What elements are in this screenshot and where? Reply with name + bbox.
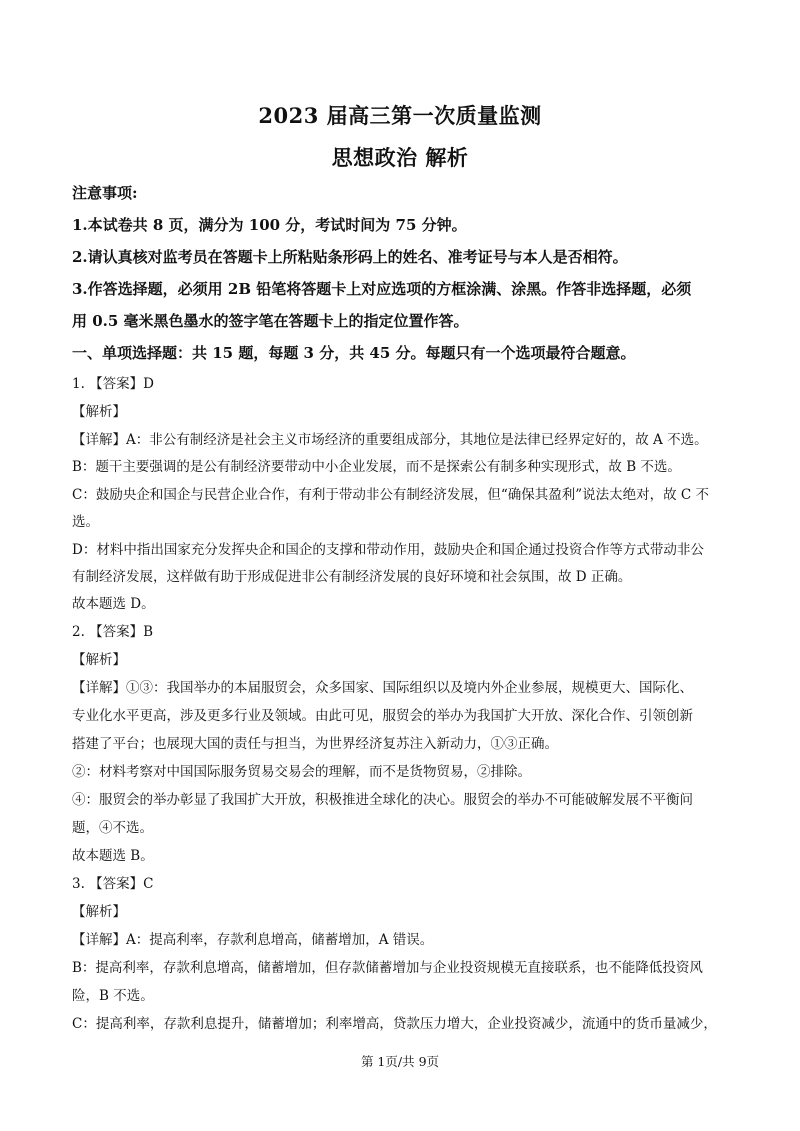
q1-detail-line: 选。 [72, 514, 99, 530]
q1-detail-line: B：题干主要强调的是公有制经济要带动中小企业发展，而不是探索公有制多种实现形式，故 B 不选。 [72, 459, 681, 475]
q1-detail-line: 有制经济发展，这样做有助于形成促进非公有制经济发展的良好环境和社会氛围，故 D 正确。 [72, 569, 632, 585]
q2-analysis-label: 【解析】 [72, 652, 126, 668]
q2-detail-line: 专业化水平更高，涉及更多行业及领域。由此可见，服贸会的举办为我国扩大开放、深化合作、引领创新 [72, 708, 693, 724]
notes-item-3-line-2: 用 0.5 毫米黑色墨水的签字笔在答题卡上的指定位置作答。 [72, 312, 469, 330]
document-title: 2023 届高三第一次质量监测 [258, 103, 542, 128]
q1-conclusion: 故本题选 D。 [72, 596, 155, 612]
q2-detail-line: 搭建了平台；也展现大国的责任与担当，为世界经济复苏注入新动力，①③正确。 [72, 736, 558, 752]
q1-answer: 1. 【答案】D [72, 376, 154, 392]
section-heading: 一、单项选择题：共 15 题，每题 3 分，共 45 分。每题只有一个选项最符合题意。 [72, 344, 636, 362]
q2-detail-line: 【详解】①③：我国举办的本届服贸会，众多国家、国际组织以及境内外企业参展，规模更大、国际化、 [72, 680, 693, 696]
q3-detail-line: 【详解】A：提高利率，存款利息增高，储蓄增加，A 错误。 [72, 932, 434, 948]
q2-detail-line: ②：材料考察对中国国际服务贸易交易会的理解，而不是货物贸易，②排除。 [72, 764, 531, 780]
q2-detail-line: ④：服贸会的举办彰显了我国扩大开放，积极推进全球化的决心。服贸会的举办不可能破解发展不平衡问 [72, 792, 693, 808]
q3-analysis-label: 【解析】 [72, 904, 126, 920]
q3-detail-line: B：提高利率，存款利息增高，储蓄增加，但存款储蓄增加与企业投资规模无直接联系，也不能降低投资风 [72, 960, 703, 976]
q1-analysis-label: 【解析】 [72, 404, 126, 420]
q2-conclusion: 故本题选 B。 [72, 848, 154, 864]
q2-answer: 2. 【答案】B [72, 624, 154, 640]
q3-detail-line: C：提高利率，存款利息提升，储蓄增加；利率增高，贷款压力增大，企业投资减少，流通中的货币量减少， [72, 1016, 717, 1032]
notes-item-1: 1.本试卷共 8 页，满分为 100 分，考试时间为 75 分钟。 [72, 216, 467, 234]
q1-detail-line: C：鼓励央企和国企与民营企业合作，有利于带动非公有制经济发展，但“确保其盈利”说法太绝对，故 C 不 [72, 487, 710, 503]
notes-item-2: 2.请认真核对监考员在答题卡上所粘贴条形码上的姓名、准考证号与本人是否相符。 [72, 248, 628, 266]
q3-detail-line: 险，B 不选。 [72, 988, 154, 1004]
page-number: 第 1页/共 9页 [360, 1054, 440, 1069]
q1-detail-line: D：材料中指出国家充分发挥央企和国企的支撑和带动作用，鼓励央企和国企通过投资合作等方式带动非公 [72, 542, 704, 558]
notes-item-3-line-1: 3.作答选择题，必须用 2B 铅笔将答题卡上对应选项的方框涂满、涂黑。作答非选择题，必须 [72, 280, 692, 298]
q3-answer: 3. 【答案】C [72, 876, 154, 892]
document-subtitle: 思想政治 解析 [331, 145, 469, 170]
notes-heading: 注意事项: [72, 184, 138, 202]
q1-detail-line: 【详解】A：非公有制经济是社会主义市场经济的重要组成部分，其地位是法律已经界定好的，故 A 不选。 [72, 432, 708, 448]
q2-detail-line: 题，④不选。 [72, 820, 153, 836]
